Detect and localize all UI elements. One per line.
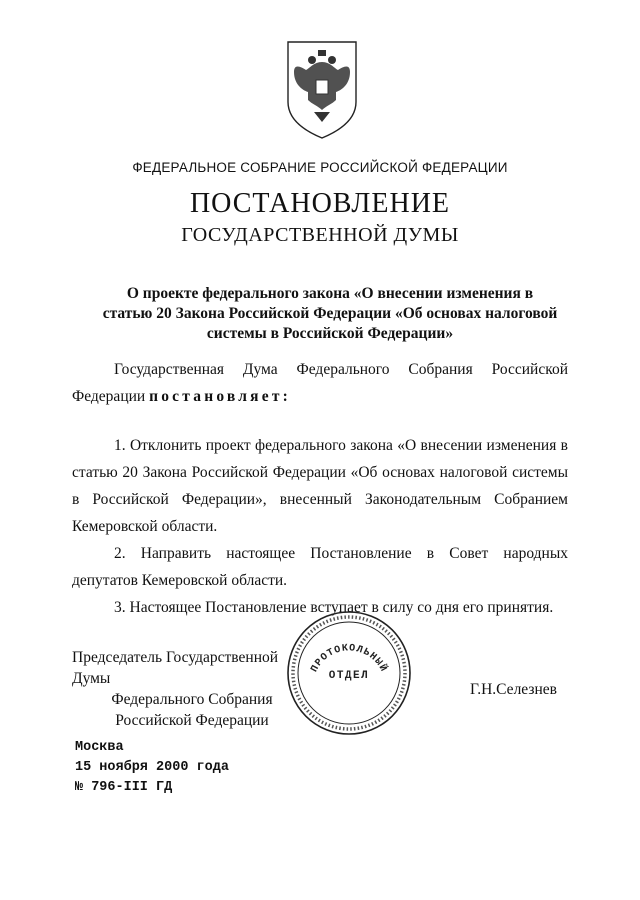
stamp-arc-text: ПРОТОКОЛЬНЫЙ <box>309 643 389 675</box>
document-subtitle: ГОСУДАРСТВЕННОЙ ДУМЫ <box>181 224 459 246</box>
document-footer <box>75 738 229 798</box>
resolution-item: 3. Настоящее Постановление вступает в силу со дня его принятия. <box>114 599 554 616</box>
resolution-item: 2. Направить настоящее Постановление в Совет народных депутатов Кемеровской области. <box>72 545 568 589</box>
document-subject <box>100 284 560 344</box>
subject-line: статью 20 Закона Российской Федерации «Об основах налоговой <box>102 305 558 322</box>
footer-city: Москва <box>75 740 124 755</box>
double-headed-eagle-icon <box>284 40 360 140</box>
signer-title <box>72 647 312 731</box>
document-title: ПОСТАНОВЛЕНИЕ <box>189 188 451 219</box>
preamble-text: Государственная Дума Федерального Собрания Российской Федерации <box>72 361 568 405</box>
signer-name: Г.Н.Селезнев <box>470 681 557 698</box>
resolution-item: 1. Отклонить проект федерального закона «О внесении изменения в статью 20 Закона Российской Федерации «Об основах налоговой системы в Российской Федерации», внесенный Законодательным Собранием Кемеровской области. <box>72 437 568 535</box>
signer-line: Российской Федерации <box>115 712 269 729</box>
resolution-items <box>72 432 568 621</box>
stamp-center-text: ОТДЕЛ <box>328 670 370 682</box>
preamble-verb: постановляет: <box>149 388 291 405</box>
footer-number: № 796-III ГД <box>75 780 173 795</box>
organization-name: ФЕДЕРАЛЬНОЕ СОБРАНИЕ РОССИЙСКОЙ ФЕДЕРАЦИИ <box>132 160 508 175</box>
signer-line: Федерального Собрания <box>111 691 273 708</box>
preamble <box>72 356 568 410</box>
signer-line: Председатель Государственной Думы <box>72 649 279 687</box>
official-stamp <box>284 608 414 738</box>
subject-line: О проекте федерального закона «О внесении изменения в <box>126 285 534 302</box>
subject-line: системы в Российской Федерации» <box>206 325 454 342</box>
footer-date: 15 ноября 2000 года <box>75 760 229 775</box>
